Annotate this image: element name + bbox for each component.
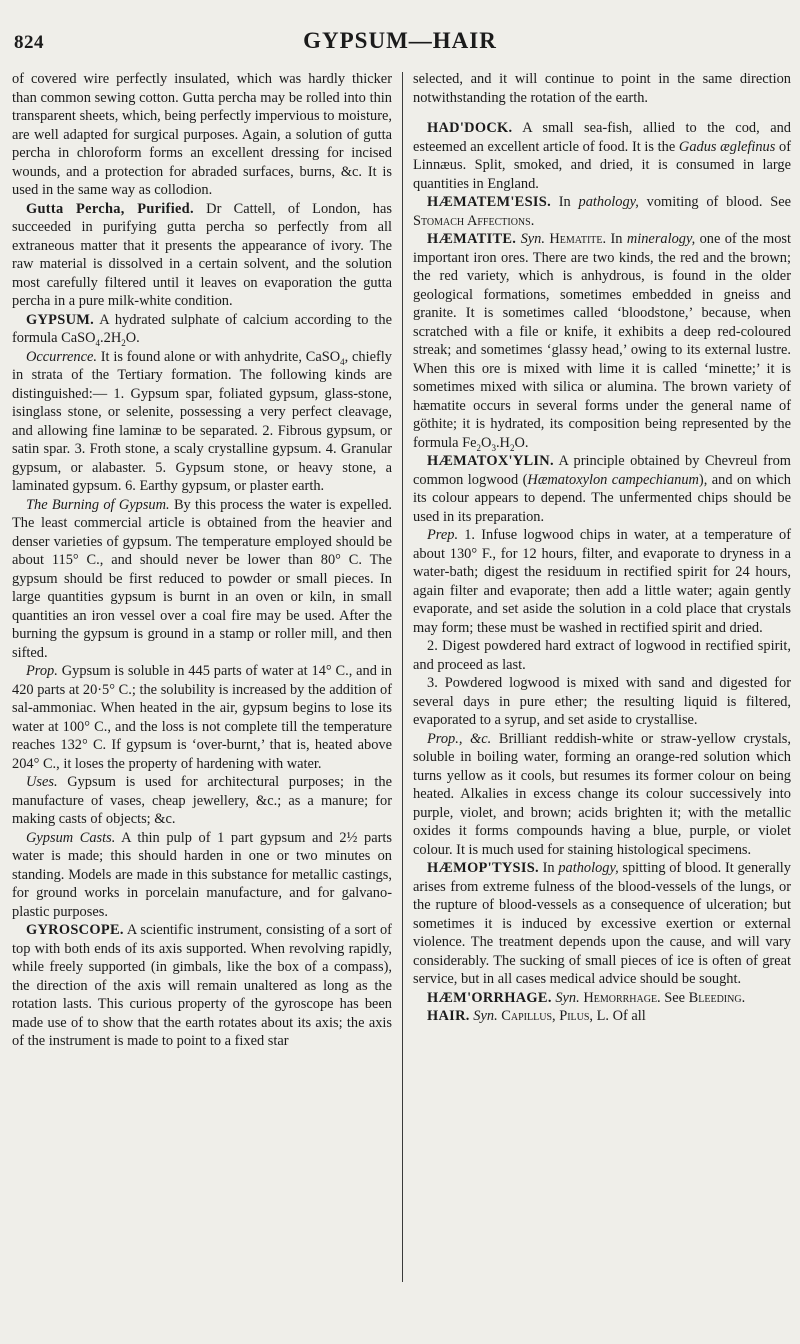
entry-haematemesis <box>413 193 791 230</box>
entry-heading: HÆMATEM'ESIS. <box>427 194 551 210</box>
entry-text: By this process the water is expelled. The least commercial article is obtained from the heavier and denser varieties of gypsum. The temperature employed should be about 115° C., and should never be lower than 80° C. The gypsum should be first reduced to powder or small pieces. In large quantities gypsum is burnt in an oven or kiln, in small quantities an iron vessel over a coal fire may be used. After the burning the gypsum is ground in a stamp or roller mill, and then sifted. <box>12 496 392 661</box>
formula-subscript: 4 <box>340 356 345 367</box>
species-name: Hæmatoxylon campechianum <box>527 471 699 488</box>
entry-text: A hydrated sulphate of calcium according to the formula CaSO <box>12 311 392 346</box>
entry-text: Of all <box>612 1008 646 1024</box>
entry-heading: HAIR. <box>427 1008 470 1024</box>
synonym-value: Hematite. <box>549 231 607 247</box>
entry-text: spitting of blood. It generally arises from extreme fulness of the blood-vessels of the lungs, or the rupture of blood-vessels as a consequence of ulceration; but sometimes it is induced by excessive exertion or external violence. The treatment depends upon the cause, and will vary considerably. The sucking of small pieces of ice is often of great service, but in all cases medical advice should be sought. <box>413 860 791 987</box>
entry-haematoxylin <box>413 452 791 526</box>
entry-text: Gypsum is soluble in 445 parts of water at 14° C., and in 420 parts at 20·5° C.; the solubility is increased by the addition of sal-ammoniac. When heated in the air, gypsum begins to lose its water at 100° C., and the loss is not complete till the temperature reaches 132° C. If gypsum is ‘over-burnt,’ that is, heated above 204° C., it loses the property of hardening with water. <box>12 663 392 772</box>
subentry-occurrence <box>12 348 392 496</box>
formula-subscript: 2 <box>509 442 515 453</box>
prep-step-3 <box>413 674 791 730</box>
page-number: 824 <box>14 32 44 53</box>
entry-text: , chiefly in strata of the Tertiary formation. The following kinds are distinguished:— 1. Gypsum spar, foliated gypsum, glass-stone, isinglass stone, or selenite, possessing a very perfect cleavage, and allowing fine laminæ to be separated. 2. Fibrous gypsum, or satin spar. 3. Froth stone, a scaly crystalline gypsum. 4. Granular gypsum, or alabaster. 5. Gypsum stone, or heavy stone, a laminated gypsum. 6. Earthy gypsum, or plaster earth. <box>12 348 392 494</box>
synonym-label: Syn. <box>520 231 545 247</box>
entry-text: 1. Infuse logwood chips in water, at a temperature of about 130° F., for 12 hours, filter, and evaporate to dryness in a water-bath; digest the residuum in rectified spirit for 24 hours, again filter and evaporate; then add a little water; again gently evaporate, and set aside the solution in a cold place that crystals may form; these must be washed in rectified spirit and dried. <box>413 527 791 636</box>
entry-text: In <box>558 194 571 210</box>
formula-subscript: 2 <box>476 442 482 453</box>
paragraph <box>12 70 392 200</box>
left-column <box>12 70 392 1051</box>
entry-text: It is found alone or with anhydrite, CaSO <box>100 348 341 365</box>
paragraph <box>413 70 791 107</box>
entry-heading: HÆMATITE. <box>427 231 517 247</box>
entry-text: In <box>610 231 623 247</box>
synonym-value: Hemorrhage. <box>583 989 661 1006</box>
entry-gutta-percha-purified <box>12 200 392 311</box>
subentry-prop <box>413 730 791 860</box>
entry-text: Gypsum is used for architectural purposes; in the manufacture of vases, cheap jewellery, &c.; as a manure; for making casts of objects; &c. <box>12 774 392 827</box>
entry-gypsum <box>12 311 392 348</box>
synonym-label: Syn. <box>555 989 580 1006</box>
entry-text: O. <box>514 434 529 451</box>
entry-haddock <box>413 119 791 193</box>
entry-text: A scientific instrument, consisting of a sort of top with both ends of its axis supported. When revolving rapidly, while freely supported (in gimbals, like the box of a compass), the direction of the axis will remain unaltered as long as the rotation lasts. This curious property of the gyroscope has been made use of to show that the earth rotates about its axis; the axis of the instrument is made to point to a fixed star <box>12 922 392 1049</box>
right-column <box>413 70 791 1026</box>
entry-heading: HÆMATOX'YLIN. <box>427 453 554 469</box>
subentry-prop <box>12 662 392 773</box>
cross-reference: Stomach Affections. <box>413 212 535 229</box>
entry-text: A principle obtained by Chevreul from common logwood ( <box>413 453 791 488</box>
cross-reference: Bleeding. <box>688 989 746 1006</box>
entry-text: of Linnæus. Split, smoked, and dried, it is consumed in large quantities in England. <box>413 138 792 192</box>
subentry-burning <box>12 496 392 663</box>
formula-subscript: 3 <box>491 442 496 453</box>
synonym-value: Capillus, Pilus, L. <box>501 1008 610 1024</box>
subentry-heading: Prep. <box>427 527 459 543</box>
entry-text: ), and on which its colour appears to depend. The unfermented chips should be used in its preparation. <box>413 471 791 525</box>
entry-text: .H <box>495 434 510 451</box>
entry-text: Dr Cattell, of London, has succeeded in purifying gutta percha so perfectly from all extraneous matter that it presents the appearance of ivory. The raw material is dissolved in a certain solvent, and the solution most carefully filtered until it leaves on evaporation the gutta percha in a pure milk-white condition. <box>12 200 392 309</box>
entry-text: A small sea-fish, allied to the cod, and esteemed an excellent article of food. It is the <box>413 120 791 155</box>
entry-heading: GYROSCOPE. <box>26 922 124 938</box>
subentry-gypsum-casts <box>12 829 392 922</box>
entry-text: In <box>542 860 555 876</box>
entry-heading: HÆMOP'TYSIS. <box>427 860 539 876</box>
entry-text: 3. Powdered logwood is mixed with sand and digested for several days in pure ether; the resulting liquid is filtered, evaporated to a syrup, and set aside to crystallise. <box>413 675 791 728</box>
entry-text: O <box>481 434 492 451</box>
field-label: pathology, <box>558 860 619 876</box>
paragraph-text: selected, and it will continue to point in the same direction notwithstanding the rotation of the earth. <box>413 71 791 106</box>
running-head: GYPSUM—HAIR <box>303 28 497 53</box>
formula-subscript: 2 <box>121 337 126 348</box>
entry-heading: Gutta Percha, Purified. <box>26 200 194 217</box>
entry-heading: HÆM'ORRHAGE. <box>427 989 552 1006</box>
paragraph-text: of covered wire perfectly insulated, which was hardly thicker than common sewing cotton. Gutta percha may be rolled into thin transparent sheets, which, being perfectly impervious to moisture, are well adapted for surgical purposes. Again, a solution of gutta percha in chloroform forms an excellent dressing for incised wounds, and a protection for abraded surfaces, burns, &c. It is used in the same way as collodion. <box>12 71 392 198</box>
subentry-uses <box>12 773 392 829</box>
entry-text: O. <box>125 330 140 346</box>
entry-text: Brilliant reddish-white or straw-yellow crystals, soluble in boiling water, forming an orange-red solution which turns yellow as it cools, but resumes its former colour on being heated. Alkalies in excess change its colour successively into purple, violet, and brown; acids brighten it; with the metallic oxides it forms compounds having a blue, purple, or violet colour. It is much used for staining histological specimens. <box>413 730 792 858</box>
field-label: pathology, <box>578 194 639 210</box>
entry-text: 2. Digest powdered hard extract of logwood in rectified spirit, and proceed as last. <box>413 638 791 673</box>
subentry-heading: Occurrence. <box>26 348 97 365</box>
subentry-heading: Uses. <box>26 774 58 790</box>
entry-haematite <box>413 230 791 452</box>
entry-text: See <box>664 989 686 1006</box>
subentry-heading: The Burning of Gypsum. <box>26 496 170 513</box>
entry-text: .2H <box>100 330 122 346</box>
entry-heading: GYPSUM. <box>26 311 95 328</box>
formula-subscript: 4 <box>95 337 101 348</box>
subentry-heading: Gypsum Casts. <box>26 829 116 846</box>
entry-haemoptysis <box>413 859 791 989</box>
field-label: mineralogy, <box>626 231 696 247</box>
entry-text: one of the most important iron ores. There are two kinds, the red and the brown; the red variety, which is anhydrous, is found in the older geological formations, sometimes embedded in gneiss and granite. It is sometimes called ‘bloodstone,’ because, when scratched with a file or knife, it exhibits a deep red-coloured streak; and sometimes ‘glassy head,’ owing to its external lustre. When this ore is mixed with lime it is called ‘minette;’ it is sometimes mixed with silica or alumina. The brown variety of hæmatite occurs in several forms under the general name of göthite; it is hydrated, its composition being represented by the formula Fe <box>413 231 791 451</box>
column-rule <box>402 72 403 1282</box>
page-header <box>0 28 800 64</box>
subentry-heading: Prop., &c. <box>427 730 492 747</box>
entry-heading: HAD'DOCK. <box>427 120 513 136</box>
entry-gyroscope <box>12 921 392 1051</box>
subentry-prep <box>413 526 791 637</box>
entry-text: vomiting of blood. See <box>646 194 792 210</box>
entry-haemorrhage <box>413 989 791 1008</box>
species-name: Gadus æglefinus <box>678 138 776 155</box>
entry-text: A thin pulp of 1 part gypsum and 2½ parts water is made; this should harden in one or two minutes on standing. Models are made in this substance for metallic castings, for ground works in porcelain manufacture, and for galvano-plastic purposes. <box>12 829 392 920</box>
prep-step-2 <box>413 637 791 674</box>
subentry-heading: Prop. <box>26 663 58 679</box>
synonym-label: Syn. <box>473 1008 498 1024</box>
entry-hair <box>413 1007 791 1026</box>
